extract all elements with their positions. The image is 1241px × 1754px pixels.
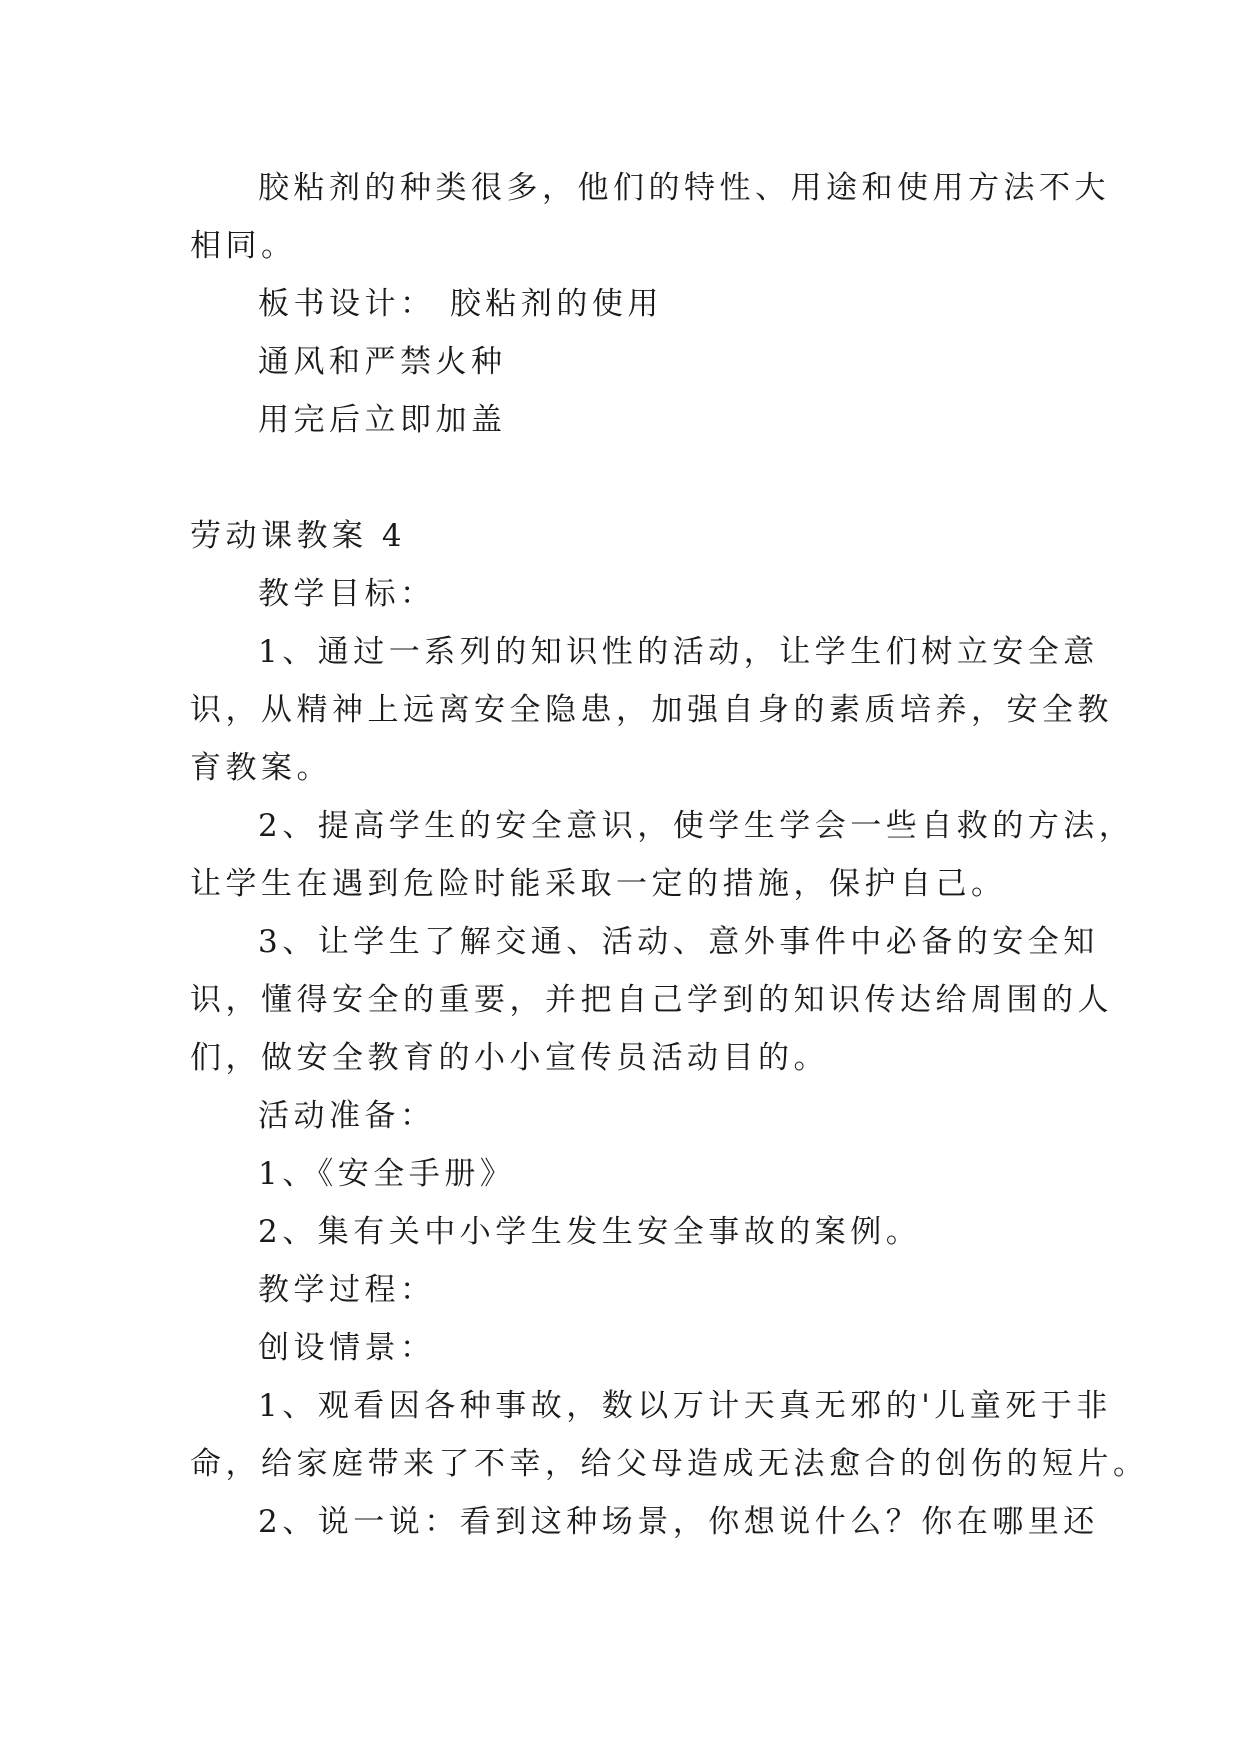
paragraph-line: 育教案。 (190, 750, 332, 786)
paragraph-line: 们，做安全教育的小小宣传员活动目的。 (190, 1040, 829, 1076)
subheading: 教学过程： (258, 1272, 436, 1308)
board-design-line: 板书设计： 胶粘剂的使用 (258, 286, 663, 322)
paragraph-line: 3、让学生了解交通、活动、意外事件中必备的安全知 (258, 924, 1099, 960)
paragraph-line: 让学生在遇到危险时能采取一定的措施，保护自己。 (190, 866, 1007, 902)
list-item: 2、集有关中小学生发生安全事故的案例。 (258, 1214, 922, 1250)
paragraph-line: 识，懂得安全的重要，并把自己学到的知识传达给周围的人 (190, 982, 1113, 1018)
list-item: 1、《安全手册》 (258, 1156, 516, 1192)
subheading: 教学目标： (258, 576, 436, 612)
subheading: 活动准备： (258, 1098, 436, 1134)
section-title: 劳动课教案 4 (190, 518, 407, 554)
subheading: 创设情景： (258, 1330, 436, 1366)
paragraph-line: 1、观看因各种事故，数以万计天真无邪的'儿童死于非 (258, 1388, 1112, 1424)
paragraph-line: 胶粘剂的种类很多，他们的特性、用途和使用方法不大 (258, 170, 1110, 206)
paragraph-line: 相同。 (190, 228, 297, 264)
paragraph-line: 通风和严禁火种 (258, 344, 507, 380)
paragraph-line: 命，给家庭带来了不幸，给父母造成无法愈合的创伤的短片。 (190, 1446, 1149, 1482)
paragraph-line: 2、提高学生的安全意识，使学生学会一些自救的方法， (258, 808, 1135, 844)
paragraph-line: 2、说一说：看到这种场景，你想说什么？你在哪里还 (258, 1504, 1099, 1540)
paragraph-line: 用完后立即加盖 (258, 402, 507, 438)
paragraph-line: 识，从精神上远离安全隐患，加强自身的素质培养，安全教 (190, 692, 1113, 728)
paragraph-line: 1、通过一系列的知识性的活动，让学生们树立安全意 (258, 634, 1099, 670)
